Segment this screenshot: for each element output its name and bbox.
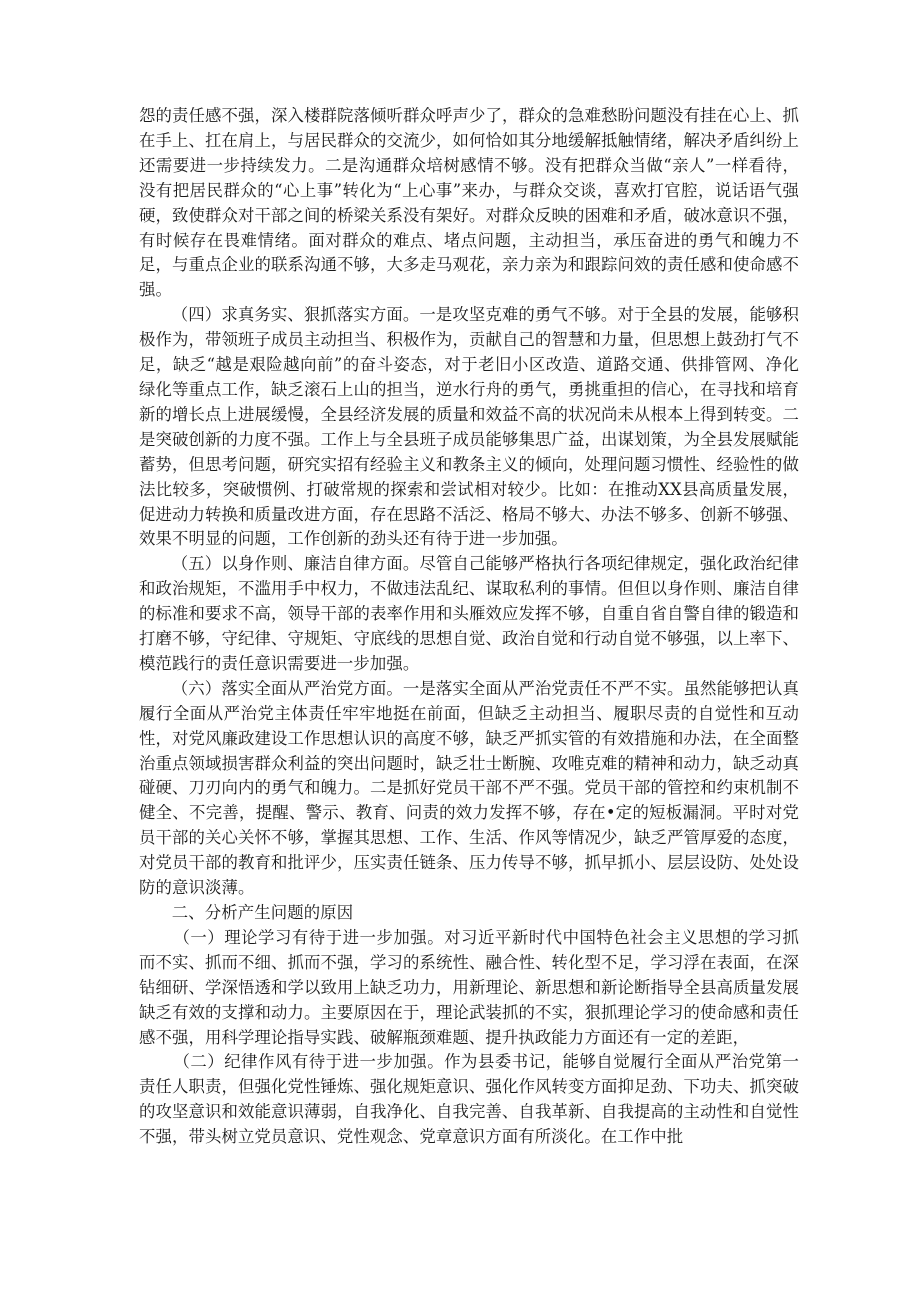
document-page [139, 104, 799, 1150]
paragraph-section-5: （五）以身作则、廉洁自律方面。尽管自己能够严格执行各项纪律规定，强化政治纪律和政治规矩，不滥用手中权力，不做违法乱纪、谋取私利的事情。但但以身作则、廉洁自律的标准和要求不高，领导干部的表率作用和头雁效应发挥不够，自重自省自警自律的锻造和打磨不够，守纪律、守规矩、守底线的思想自觉、政治自觉和行动自觉不够强，以上率下、模范践行的责任意识需要进一步加强。 [139, 554, 799, 673]
paragraph-section-6: （六）落实全面从严治党方面。一是落实全面从严治党责任不严不实。虽然能够把认真履行全面从严治党主体责任牢牢地挺在前面，但缺乏主动担当、履职尽责的自觉性和互动性，对党风廉政建设工作思想认识的高度不够，缺乏严抓实管的有效措施和办法，在全面整治重点领域损害群众利益的突出问题时，缺乏壮士断腕、攻唯克难的精神和动力，缺乏动真碰硬、刀刃向内的勇气和魄力。二是抓好党员干部不严不强。党员干部的管控和约束机制不健全、不完善，提醒、警示、教育、问责的效力发挥不够，存在•定的短板漏洞。平时对党员干部的关心关怀不够，掌握其思想、工作、生活、作风等情况少，缺乏严管厚爱的态度，对党员干部的教育和批评少，压实责任链条、压力传导不够，抓早抓小、层层设防、处处设防的意识淡薄。 [139, 678, 799, 898]
paragraph-section-4: （四）求真务实、狠抓落实方面。一是攻坚克难的勇气不够。对于全县的发展，能够积极作为，带领班子成员主动担当、积极作为，贡献自己的智慧和力量，但思想上鼓劲打气不足，缺乏“越是艰险越向前”的奋斗姿态，对于老旧小区改造、道路交通、供排管网、净化绿化等重点工作，缺乏滚石上山的担当，逆水行舟的勇气，勇挑重担的信心，在寻找和培育新的增长点上进展缓慢，全县经济发展的质量和效益不高的状况尚未从根本上得到转变。二是突破创新的力度不强。工作上与全县班子成员能够集思广益，出谋划策，为全县发展赋能蓄势，但思考问题，研究实招有经验主义和教条主义的倾向，处理问题习惯性、经验性的做法比较多，突破惯例、打破常规的探索和尝试相对较少。比如：在推动XX县高质量发展，促进动力转换和质量改进方面，存在思路不活泛、格局不够大、办法不够多、创新不够强、效果不明显的问题，工作创新的劲头还有待于进一步加强。 [139, 305, 799, 549]
paragraph-cause-1: （一）理论学习有待于进一步加强。对习近平新时代中国特色社会主义思想的学习抓而不实、抓而不细、抓而不强，学习的系统性、融合性、转化型不足，学习浮在表面，在深钻细研、学深悟透和学以致用上缺乏功力，用新理论、新思想和新论断指导全县高质量发展缺乏有效的支撑和动力。主要原因在于，理论武装抓的不实，狠抓理论学习的使命感和责任感不强，用科学理论指导实践、破解瓶颈难题、提升执政能力方面还有一定的差距， [139, 927, 799, 1047]
paragraph-cause-2: （二）纪律作风有待于进一步加强。作为县委书记，能够自觉履行全面从严治党第一责任人职责，但强化党性锤炼、强化规矩意识、强化作风转变方面抑足劲、下功夫、抓突破的攻坚意识和效能意识薄弱，自我净化、自我完善、自我革新、自我提高的主动性和自觉性不强，带头树立党员意识、党性观念、党章意识方面有所淡化。在工作中批 [139, 1052, 799, 1147]
paragraph-continued: 怨的责任感不强，深入楼群院落倾听群众呼声少了，群众的急难愁盼问题没有挂在心上、抓在手上、扛在肩上，与居民群众的交流少，如何恰如其分地缓解抵触情绪，解决矛盾纠纷上还需要进一步持续发力。二是沟通群众培树感情不够。没有把群众当做“亲人”一样看待，没有把居民群众的“心上事”转化为“上心事”来办，与群众交谈，喜欢打官腔，说话语气强硬，致使群众对干部之间的桥梁关系没有架好。对群众反映的困难和矛盾，破冰意识不强，有时候存在畏难情绪。面对群众的难点、堵点问题，主动担当，承压奋进的勇气和魄力不足，与重点企业的联系沟通不够，大多走马观花，亲力亲为和跟踪问效的责任感和使命感不强。 [139, 106, 799, 300]
heading-cause-analysis: 二、分析产生问题的原因 [171, 903, 354, 922]
